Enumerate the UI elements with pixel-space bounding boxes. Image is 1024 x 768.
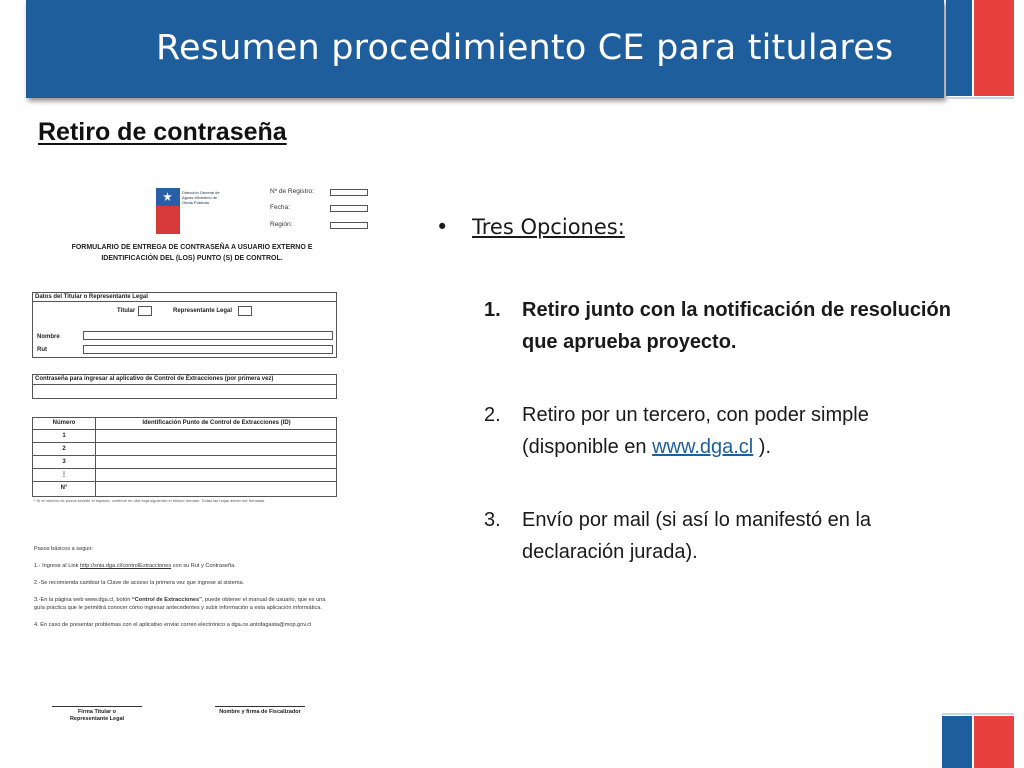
option-2-text-end: ).	[753, 436, 772, 458]
signature-line	[52, 706, 142, 707]
option-2-number: 2.	[484, 404, 501, 426]
accent-line-bottom	[942, 713, 1014, 715]
logo-red-block	[156, 206, 180, 234]
titular-section	[32, 292, 337, 358]
option-3-text: Envío por mail (si así lo manifestó en la declaración jurada).	[522, 509, 872, 563]
titular-label: Titular	[117, 308, 136, 314]
signature-fiscalizador	[215, 706, 305, 716]
bullet-icon: •	[436, 215, 449, 239]
registro-label: Nº de Registro:	[270, 188, 314, 195]
representante-label: Representante Legal	[173, 308, 233, 314]
nombre-field	[83, 331, 333, 340]
password-section-header: Contraseña para ingresar al aplicativo de Control de Extracciones (por primera vez)	[33, 375, 336, 385]
accent-block-red-bottom	[974, 716, 1014, 768]
table-row	[33, 444, 336, 456]
form-title-line1: FORMULARIO DE ENTREGA DE CONTRASEÑA A USUARIO EXTERNO E	[71, 244, 313, 251]
table-row	[33, 457, 336, 469]
signature-titular-label-2: Representante Legal	[69, 716, 125, 722]
option-3	[484, 504, 954, 568]
rut-field	[83, 345, 333, 354]
dga-link[interactable]: www.dga.cl	[652, 436, 754, 458]
logo-text: Dirección General de Aguas Ministerio de Obras Públicas	[182, 190, 220, 205]
step-3-bold: “Control de Extracciones”	[131, 597, 202, 603]
step-1	[34, 562, 334, 570]
bullet-text: Tres Opciones:	[472, 215, 625, 239]
table-header-id: Identificación Punto de Control de Extracciones (ID)	[142, 420, 291, 426]
step-3	[34, 596, 334, 612]
table-row	[33, 431, 336, 443]
region-label: Región:	[270, 221, 293, 228]
step-1-text-end: con su Rut y Contraseña.	[171, 563, 236, 569]
options-bullet	[436, 215, 625, 239]
table-row-number: 2	[62, 446, 66, 452]
fecha-box	[330, 205, 368, 212]
region-box	[330, 222, 368, 229]
control-points-table	[32, 417, 337, 497]
representante-checkbox	[238, 306, 252, 316]
option-1	[484, 294, 954, 358]
step-3-text-end: , puede obtener el manual de usuario, que es una guía práctica que le permitirá conocer cómo ingresar antecedentes y subir información a esta aplicación informática.	[34, 597, 326, 611]
signature-titular-label-1: Firma Titular o	[77, 709, 117, 715]
nombre-label: Nombre	[37, 334, 60, 340]
password-form-image	[30, 180, 375, 740]
registro-box	[330, 189, 368, 196]
option-1-number: 1.	[484, 299, 501, 321]
signature-line	[215, 706, 305, 707]
accent-block-blue-top	[946, 0, 972, 96]
accent-block-red-top	[974, 0, 1014, 96]
accent-line-top	[946, 97, 1014, 99]
steps-section	[34, 545, 334, 638]
section-title: Retiro de contraseña	[38, 118, 287, 146]
option-2-text: Retiro por un tercero, con poder simple (disponible en	[522, 404, 869, 458]
fecha-label: Fecha:	[270, 204, 290, 211]
option-2	[484, 399, 954, 463]
dga-logo	[156, 188, 226, 238]
star-icon	[156, 188, 180, 206]
steps-title: Pasos básicos a seguir:	[34, 546, 94, 552]
step-1-text: 1.- Ingrese al Link	[34, 563, 81, 569]
step-1-link: http://snia.dga.cl/controlExtracciones	[80, 563, 172, 569]
table-row-number: ⋮	[61, 472, 67, 478]
titular-section-header: Datos del Titular o Representante Legal	[33, 293, 336, 302]
table-row-number: 1	[62, 433, 66, 439]
table-row-number: 3	[62, 459, 66, 465]
signature-fiscalizador-label: Nombre y firma de Fiscalizador	[219, 709, 301, 715]
password-section	[32, 374, 337, 399]
slide-title: Resumen procedimiento CE para titulares	[156, 28, 894, 68]
option-1-text: Retiro junto con la notificación de resolución que aprueba proyecto.	[522, 299, 951, 353]
option-3-number: 3.	[484, 509, 501, 531]
form-title-line2: IDENTIFICACIÓN DEL (LOS) PUNTO (S) DE CONTROL.	[101, 255, 283, 262]
titular-checkbox	[138, 306, 152, 316]
accent-block-blue-bottom	[942, 716, 972, 768]
header-bar	[26, 0, 944, 98]
table-row	[33, 470, 336, 482]
step-4: 4. En caso de presentar problemas con el aplicativo enviar correo electrónico a dga.ce.antofagasta@mop.gov.cl	[34, 622, 312, 628]
table-header-row	[33, 418, 336, 430]
signature-titular	[52, 706, 142, 723]
table-row	[33, 483, 336, 495]
table-row-number: N°	[60, 485, 68, 491]
form-title	[42, 242, 342, 264]
step-3-text: 3.-En la página web www.dga.cl, botón	[34, 597, 132, 603]
options-list	[484, 294, 954, 609]
rut-label: Rut	[37, 347, 47, 353]
table-header-number: Número	[52, 420, 76, 426]
table-footnote: * Si el número de pozos excede el espacio, continúe en otra hoja siguiendo el mismo formato. Todas las hojas deben ser firmadas.	[34, 498, 266, 503]
step-2: 2.-Se recomienda cambiar la Clave de acceso la primera vez que ingrese al sistema.	[34, 580, 245, 586]
